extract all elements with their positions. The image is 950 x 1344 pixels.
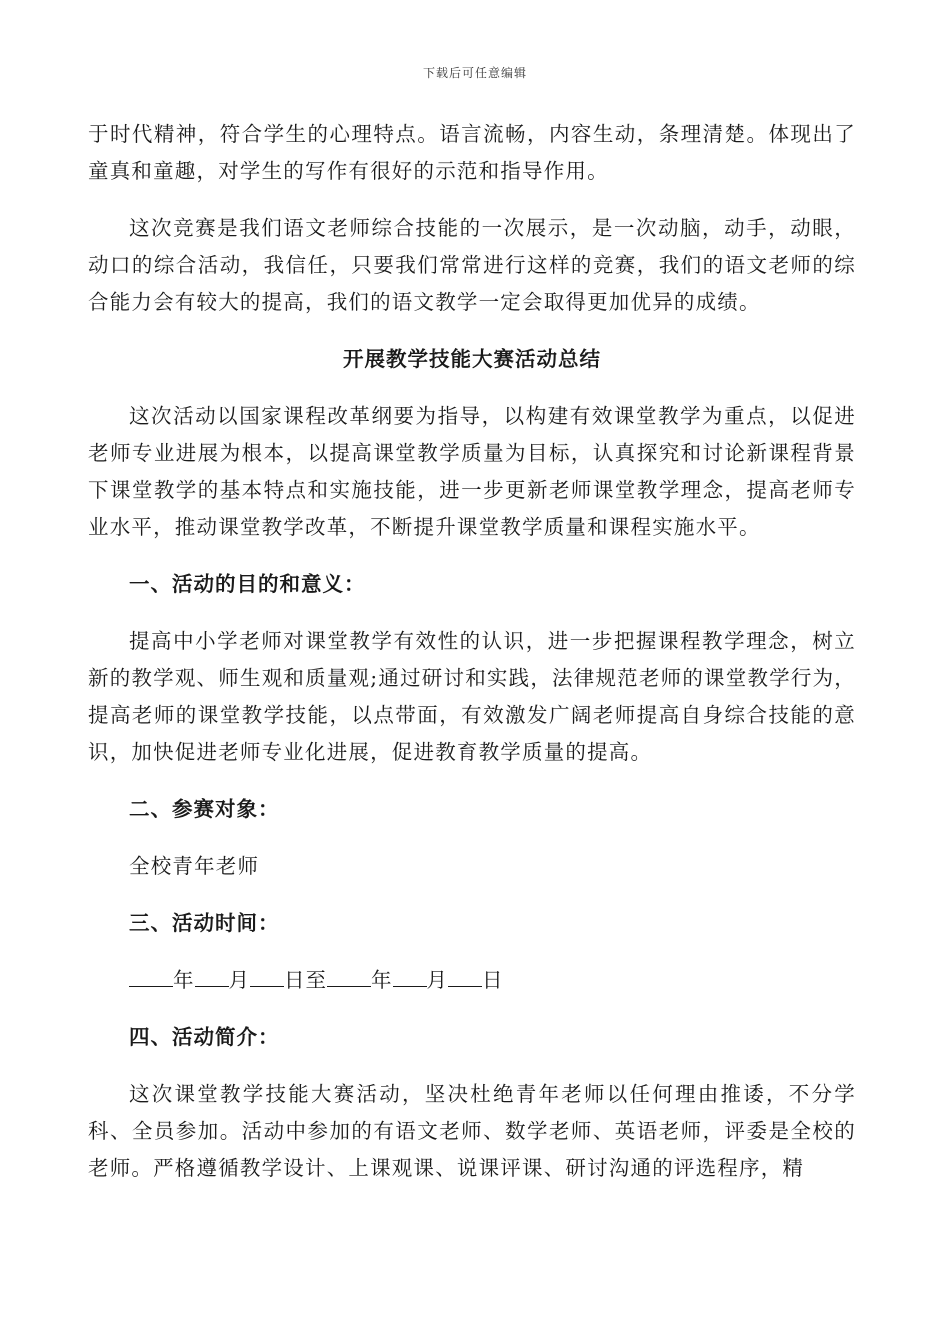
blank-day-end (448, 964, 482, 987)
date-day-label-end: 日 (482, 968, 504, 992)
date-year-label: 年 (173, 968, 195, 992)
activity-date-line (88, 962, 856, 999)
date-year-label-end: 年 (371, 968, 393, 992)
section-body-overview: 这次课堂教学技能大赛活动，坚决杜绝青年老师以任何理由推诿，不分学科、全员参加。活动中参加的有语文老师、数学老师、英语老师，评委是全校的老师。严格遵循教学设计、上课观课、说课评课、研讨沟通的评选程序，精 (88, 1082, 856, 1180)
date-month-label-end: 月 (426, 968, 448, 992)
blank-month-end (393, 964, 427, 987)
date-month-label: 月 (228, 968, 250, 992)
header-note: 下载后可任意编辑 (422, 66, 527, 80)
section-heading-purpose: 一、活动的目的和意义： (129, 572, 366, 596)
section-body-participants: 全校青年老师 (129, 854, 260, 878)
blank-year-start (129, 964, 173, 987)
blank-day-start (250, 964, 284, 987)
section-heading-time: 三、活动时间： (129, 911, 280, 935)
section-heading-overview: 四、活动简介： (129, 1025, 280, 1049)
document-title: 开展教学技能大赛活动总结 (343, 347, 601, 371)
date-day-to-label: 日至 (284, 968, 327, 992)
paragraph-continued: 于时代精神，符合学生的心理特点。语言流畅，内容生动，条理清楚。体现出了童真和童趣，对学生的写作有很好的示范和指导作用。 (88, 122, 856, 183)
paragraph-intro: 这次活动以国家课程改革纲要为指导，以构建有效课堂教学为重点，以促进老师专业进展为根本，以提高课堂教学质量为目标，认真探究和讨论新课程背景下课堂教学的基本特点和实施技能，进一步更新老师课堂教学理念，提高老师专业水平，推动课堂教学改革，不断提升课堂教学质量和课程实施水平。 (88, 404, 856, 539)
paragraph-competition-summary: 这次竞赛是我们语文老师综合技能的一次展示，是一次动脑，动手，动眼，动口的综合活动，我信任，只要我们常常进行这样的竞赛，我们的语文老师的综合能力会有较大的提高，我们的语文教学一定会取得更加优异的成绩。 (88, 216, 856, 314)
document-body (88, 116, 856, 1207)
section-body-purpose: 提高中小学老师对课堂教学有效性的认识，进一步把握课程教学理念，树立新的教学观、师生观和质量观;通过研讨和实践，法律规范老师的课堂教学行为，提高老师的课堂教学技能，以点带面，有效激发广阔老师提高自身综合技能的意识，加快促进老师专业化进展，促进教育教学质量的提高。 (88, 629, 856, 764)
section-heading-participants: 二、参赛对象： (129, 797, 280, 821)
blank-year-end (327, 964, 371, 987)
blank-month-start (195, 964, 229, 987)
